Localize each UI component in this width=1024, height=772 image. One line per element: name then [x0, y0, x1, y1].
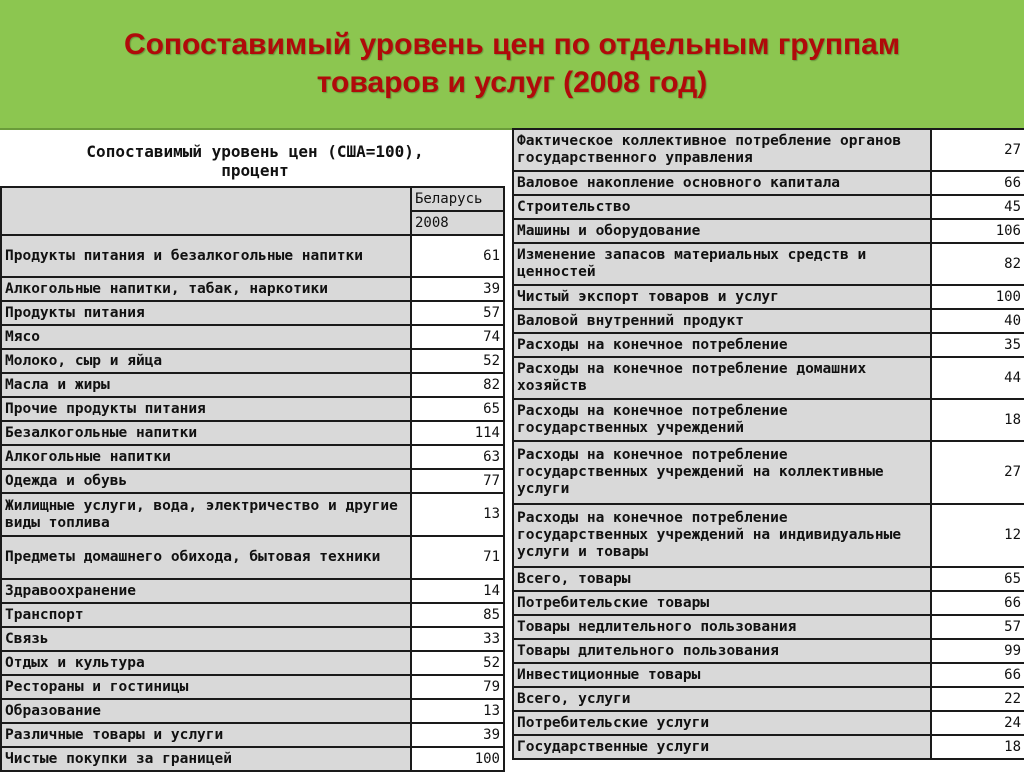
- row-value: 13: [411, 699, 504, 723]
- table-row: [1, 301, 504, 325]
- right-price-table: [512, 128, 1024, 760]
- table-row: [1, 235, 504, 277]
- row-value: 57: [411, 301, 504, 325]
- table-row: [1, 536, 504, 579]
- row-label: Потребительские товары: [513, 591, 931, 615]
- row-value: 65: [931, 567, 1024, 591]
- table-row: [1, 747, 504, 771]
- row-label: Рестораны и гостиницы: [1, 675, 411, 699]
- row-label: Отдых и культура: [1, 651, 411, 675]
- row-value: 79: [411, 675, 504, 699]
- table-row: [513, 567, 1024, 591]
- row-label: Потребительские услуги: [513, 711, 931, 735]
- table-row: [1, 277, 504, 301]
- row-label: Молоко, сыр и яйца: [1, 349, 411, 373]
- row-label: Всего, товары: [513, 567, 931, 591]
- row-label: Расходы на конечное потребление государственных учреждений на коллективные услуги: [513, 441, 931, 504]
- row-value: 57: [931, 615, 1024, 639]
- row-value: 63: [411, 445, 504, 469]
- table-row: [513, 333, 1024, 357]
- table-row: [513, 504, 1024, 567]
- row-value: 106: [931, 219, 1024, 243]
- table-row: [1, 373, 504, 397]
- table-row: [1, 651, 504, 675]
- row-label: Фактическое коллективное потребление органов государственного управления: [513, 129, 931, 171]
- row-value: 99: [931, 639, 1024, 663]
- header-row: [1, 187, 504, 211]
- row-label: Предметы домашнего обихода, бытовая техники: [1, 536, 411, 579]
- title-line-2: товаров и услуг (2008 год): [316, 66, 708, 99]
- country-header: Беларусь: [411, 187, 504, 211]
- row-value: 66: [931, 591, 1024, 615]
- table-row: [513, 687, 1024, 711]
- row-label: Транспорт: [1, 603, 411, 627]
- row-label: Государственные услуги: [513, 735, 931, 759]
- table-caption: [0, 142, 510, 180]
- table-row: [1, 603, 504, 627]
- table-row: [513, 309, 1024, 333]
- row-label: Чистый экспорт товаров и услуг: [513, 285, 931, 309]
- row-label: Товары длительного пользования: [513, 639, 931, 663]
- table-row: [1, 349, 504, 373]
- row-value: 27: [931, 129, 1024, 171]
- row-label: Продукты питания и безалкогольные напитки: [1, 235, 411, 277]
- table-row: [513, 195, 1024, 219]
- table-row: [513, 171, 1024, 195]
- table-caption-line-2: процент: [221, 161, 289, 180]
- table-row: [1, 469, 504, 493]
- table-row: [1, 723, 504, 747]
- row-label: Алкогольные напитки, табак, наркотики: [1, 277, 411, 301]
- table-row: [513, 639, 1024, 663]
- row-value: 45: [931, 195, 1024, 219]
- row-label: Жилищные услуги, вода, электричество и другие виды топлива: [1, 493, 411, 536]
- row-value: 14: [411, 579, 504, 603]
- row-label: Расходы на конечное потребление государственных учреждений на индивидуальные услуги и товары: [513, 504, 931, 567]
- row-label: Инвестиционные товары: [513, 663, 931, 687]
- table-row: [513, 399, 1024, 441]
- table-row: [1, 445, 504, 469]
- row-value: 18: [931, 399, 1024, 441]
- table-row: [513, 219, 1024, 243]
- row-label: Чистые покупки за границей: [1, 747, 411, 771]
- table-row: [1, 675, 504, 699]
- row-value: 13: [411, 493, 504, 536]
- row-value: 40: [931, 309, 1024, 333]
- title-banner: [0, 0, 1024, 130]
- row-value: 66: [931, 663, 1024, 687]
- row-label: Алкогольные напитки: [1, 445, 411, 469]
- row-value: 33: [411, 627, 504, 651]
- row-value: 52: [411, 651, 504, 675]
- table-row: [1, 579, 504, 603]
- row-label: Здравоохранение: [1, 579, 411, 603]
- row-value: 39: [411, 277, 504, 301]
- row-label: Расходы на конечное потребление: [513, 333, 931, 357]
- row-value: 66: [931, 171, 1024, 195]
- table-row: [513, 129, 1024, 171]
- table-row: [513, 357, 1024, 399]
- table-row: [513, 441, 1024, 504]
- table-row: [1, 397, 504, 421]
- row-value: 65: [411, 397, 504, 421]
- row-label: Связь: [1, 627, 411, 651]
- row-label: Прочие продукты питания: [1, 397, 411, 421]
- table-row: [1, 699, 504, 723]
- row-value: 35: [931, 333, 1024, 357]
- row-label: Одежда и обувь: [1, 469, 411, 493]
- table-row: [513, 735, 1024, 759]
- year-header: 2008: [411, 211, 504, 235]
- row-label: Валовое накопление основного капитала: [513, 171, 931, 195]
- table-row: [513, 591, 1024, 615]
- row-value: 71: [411, 536, 504, 579]
- row-label: Товары недлительного пользования: [513, 615, 931, 639]
- row-value: 74: [411, 325, 504, 349]
- row-value: 82: [931, 243, 1024, 285]
- row-value: 39: [411, 723, 504, 747]
- row-value: 44: [931, 357, 1024, 399]
- title-line-1: Сопоставимый уровень цен по отдельным группам: [123, 28, 901, 61]
- table-row: [1, 627, 504, 651]
- row-label: Машины и оборудование: [513, 219, 931, 243]
- row-label: Образование: [1, 699, 411, 723]
- row-label: Продукты питания: [1, 301, 411, 325]
- row-value: 27: [931, 441, 1024, 504]
- row-value: 18: [931, 735, 1024, 759]
- table-row: [513, 615, 1024, 639]
- row-label: Расходы на конечное потребление государственных учреждений: [513, 399, 931, 441]
- row-label: Всего, услуги: [513, 687, 931, 711]
- row-label: Различные товары и услуги: [1, 723, 411, 747]
- left-price-table: [0, 186, 505, 772]
- table-row: [1, 493, 504, 536]
- row-value: 22: [931, 687, 1024, 711]
- row-value: 82: [411, 373, 504, 397]
- table-row: [1, 325, 504, 349]
- row-label: Безалкогольные напитки: [1, 421, 411, 445]
- table-row: [513, 663, 1024, 687]
- row-value: 100: [411, 747, 504, 771]
- table-row: [513, 243, 1024, 285]
- row-value: 77: [411, 469, 504, 493]
- row-label: Расходы на конечное потребление домашних хозяйств: [513, 357, 931, 399]
- table-row: [513, 711, 1024, 735]
- row-label: Валовой внутренний продукт: [513, 309, 931, 333]
- row-label: Масла и жиры: [1, 373, 411, 397]
- row-value: 52: [411, 349, 504, 373]
- row-value: 114: [411, 421, 504, 445]
- table-row: [513, 285, 1024, 309]
- table-row: [1, 421, 504, 445]
- row-value: 12: [931, 504, 1024, 567]
- row-label: Мясо: [1, 325, 411, 349]
- row-label: Изменение запасов материальных средств и ценностей: [513, 243, 931, 285]
- row-value: 85: [411, 603, 504, 627]
- row-value: 100: [931, 285, 1024, 309]
- row-label: Строительство: [513, 195, 931, 219]
- table-caption-line-1: Сопоставимый уровень цен (США=100),: [86, 142, 424, 161]
- row-value: 61: [411, 235, 504, 277]
- row-value: 24: [931, 711, 1024, 735]
- header-blank-cell: [1, 187, 411, 235]
